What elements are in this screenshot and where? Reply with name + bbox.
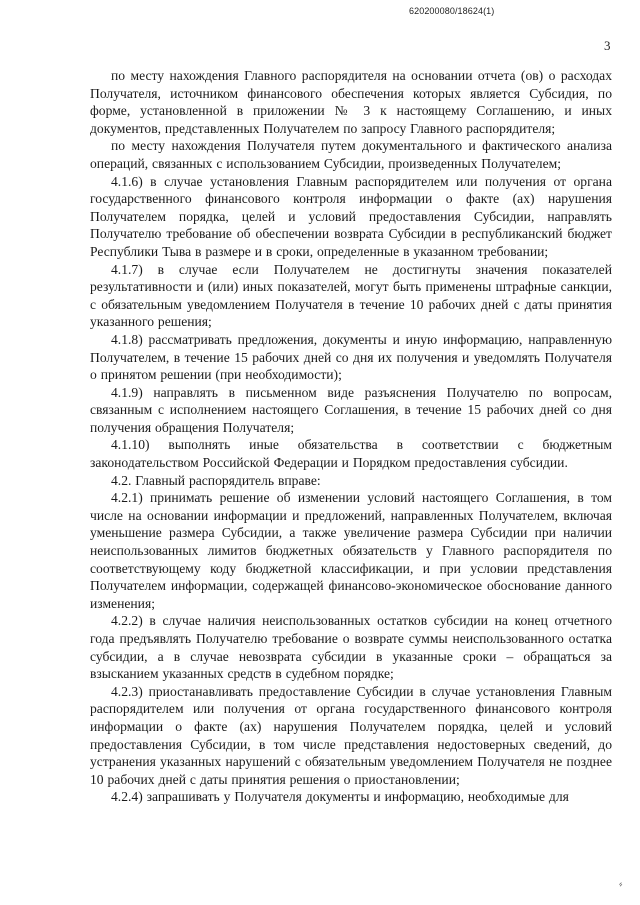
document-id: 620200080/18624(1) [409, 6, 495, 16]
paragraph: 4.2.4) запрашивать у Получателя документы и информацию, необходимые для [111, 789, 569, 805]
paragraph: 4.1.6) в случае установления Главным распорядителем или получения от органа государственного финансового контроля информации о факте (ах) нарушения Получателем порядка, целей и условий предоставления Субсидии, направлять Получателю требование об обеспечении возврата Субсидии в республиканский бюджет Республики Тыва в размере и в сроки, определенные в указанном требовании; [90, 173, 612, 259]
paragraph: 4.2.2) в случае наличия неиспользованных остатков субсидии на конец отчетного года предъявлять Получателю требование о возврате суммы неиспользованного остатка субсидии, а в случае невозврата субсидии в указанные сроки – обращаться за взысканием указанных средств в судебном порядке; [90, 613, 612, 682]
paragraph: 4.1.7) в случае если Получателем не достигнуты значения показателей результативности и (или) иных показателей, могут быть применены штрафные санкции, с обязательным уведомлением Получателя в течение 10 рабочих дней с даты принятия указанного решения; [90, 261, 612, 330]
paragraph: 4.1.10) выполнять иные обязательства в соответствии с бюджетным законодательством Российской Федерации и Порядком предоставления субсидии. [90, 437, 612, 471]
paragraph: 4.2. Главный распорядитель вправе: [111, 472, 321, 488]
scan-corner-mark: ⸗ [617, 878, 625, 891]
paragraph: по месту нахождения Получателя путем документального и фактического анализа операций, связанных с использованием Субсидии, произведенных Получателем; [90, 138, 612, 171]
paragraph: по месту нахождения Главного распорядителя на основании отчета (ов) о расходах Получателя, источником финансового обеспечения которых является Субсидия, по форме, установленной в приложении № 3 к настоящему Соглашению, и иных документов, представленных Получателем по запросу Главного распорядителя; [90, 68, 612, 136]
paragraph: 4.2.3) приостанавливать предоставление Субсидии в случае установления Главным распорядителем или получения от органа государственного финансового контроля информации о факте (ах) нарушения Получателем порядка, целей и условий предоставления Субсидии, в том числе представления недостоверных сведений, до устранения указанных нарушений с обязательным уведомлением Получателя не позднее 10 рабочих дней с даты принятия решения о приостановлении; [90, 683, 612, 787]
page-number: 3 [604, 38, 611, 53]
paragraph: 4.2.1) принимать решение об изменении условий настоящего Соглашения, в том числе на основании информации и предложений, направленных Получателем, включая уменьшение размера Субсидии, а также увеличение размера Субсидии при наличии неиспользованных лимитов бюджетных обязательств у Главного распорядителя по соответствующему коду бюджетной классификации, и при условии представления Получателем информации, содержащей финансово-экономическое обоснование данного изменения; [90, 490, 612, 611]
document-body [90, 67, 612, 806]
paragraph: 4.1.9) направлять в письменном виде разъяснения Получателю по вопросам, связанным с исполнением настоящего Соглашения, в течение 15 рабочих дней со дня получения обращения Получателя; [90, 384, 612, 435]
paragraph: 4.1.8) рассматривать предложения, документы и иную информацию, направленную Получателем, в течение 15 рабочих дней со дня их получения и уведомлять Получателя о принятом решении (при необходимости); [90, 331, 612, 383]
